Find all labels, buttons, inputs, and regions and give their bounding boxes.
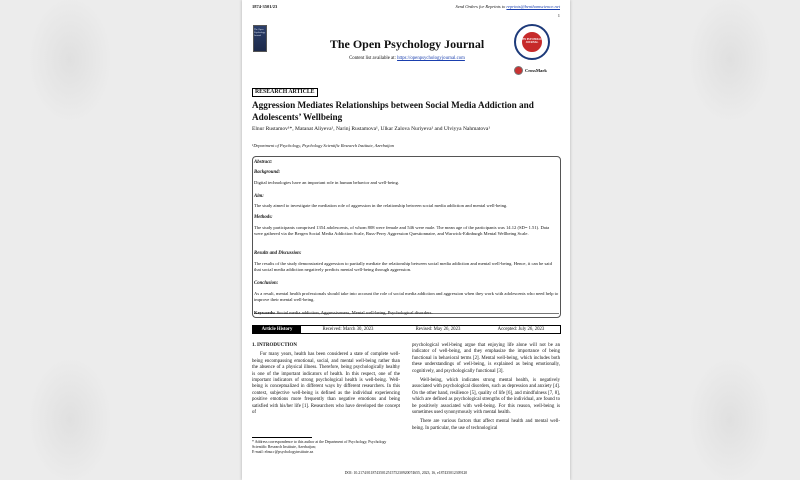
journal-title: The Open Psychology Journal [329,37,485,51]
revised-date: Revised: May 26, 2023 [415,327,461,332]
results-heading: Results and Discussion: [254,251,302,256]
methods-text: The study participants comprised 1354 adolescents, of whom 808 were female and 546 were male. The mean age of the participants was 14.12 (SD= 1.51). Data were gathered via the Bergen Social Media Addiction Scale, Buss-Perry Aggression Questionnaire, and Warwick-Edinburgh Mental Wellbeing Scale. [254,225,550,236]
correspondence-footnote [252,440,400,454]
right-paragraph-3: There are various factors that affect mental health and mental well-being. In particular, the use of technological [412,419,560,431]
abstract-heading: Abstract: [254,160,273,165]
author-list: Elnur Rustamov¹*, Matanat Aliyeva¹, Narinj Rustamova¹, Ulkar Zalova Nuriyeva¹ and Ulviyya Nahmatova¹ [252,126,490,132]
journal-logo-text: OPEN PSYCHOLOGY JOURNAL [518,38,546,44]
article-history-label: Article History [253,326,301,334]
conclusion-heading: Conclusion: [254,281,279,286]
left-column [252,343,400,416]
intro-heading: 1. INTRODUCTION [252,343,298,348]
issn-header: 1874-3501/23 [252,4,278,9]
right-paragraph-1: psychological well-being argue that enjoying life alone will not be an indicator of well-being, and they emphasize the importance of being functional in behavioral terms [2]. Mental well-being, which includes both these understandings of well-being, is explained as being emotionally, cognitively, and psychologically functional [3]. [412,343,560,374]
intro-paragraph: For many years, health has been considered a state of complete well-being encompassing emotional, social, and mental well-being rather than the absence of a physical illness. Therefore, being psychologically healthy is one of the important indicators of health. In this respect, one of the important indicators of strong psychological health is well-being. Well-being is conceptualized in different ways by different researchers. In this context, subjective well-being is defined as the individual experiencing positive emotions more frequently than negative emotions and being satisfied with his/her life [1]. Researchers who have developed the concept of [252,352,400,416]
content-list-prefix: Content list available at: [349,56,396,61]
keywords-line [254,310,559,316]
article-history-bar [252,325,561,334]
journal-logo [514,24,550,60]
page-number: 1 [557,13,560,18]
aim-text: The study aimed to investigate the mediation role of aggression in the relationship between social media addiction and mental well-being. [254,203,508,208]
footnote-email: E-mail: elnur.r@psychologyinstitute.az [252,449,314,454]
conclusion-text: As a result, mental health professionals should take into account the role of social media addiction and aggression when they work with adolescents who need help to improve their mental well-being. [254,291,559,302]
doi-footer: DOI: 10.2174/0118743501251575230920074655, 2023, 16, e187435012309120 [344,471,468,475]
reprints-header [455,4,560,9]
article-type-badge: RESEARCH ARTICLE [252,88,318,97]
background-heading: Background: [254,170,281,175]
author-affiliation: ¹Department of Psychology, Psychology Scientific Research Institute, Azerbaijan [252,143,394,148]
accepted-date: Accepted: July 26, 2023 [497,327,545,332]
methods-heading: Methods: [254,215,273,220]
footnote-text: * Address correspondence to this author at the Department of Psychology, Psychology Scientific Research Institute, Azerbaijan; [252,440,387,449]
keywords-text: Social media addiction, Aggressiveness, Mental well-being, Psychological disorders. [276,310,433,315]
journal-url-link[interactable]: https://openpsychologyjournal.com [397,56,465,61]
background-text: Digital technologies have an important role in human behavior and well-being. [254,180,400,185]
right-paragraph-2: Well-being, which indicates strong mental health, is negatively associated with psychological disorders, such as depression and anxiety [4]. On the other hand, resilience [5], quality of life [6], and mindfulness [7, 8], which are defined as psychological strengths of the individual, are found to be positively associated with well-being. For this reason, well-being is sometimes used synonymously with mental health. [412,378,560,416]
paper-page [242,0,570,480]
results-text: The results of the study demonstrated aggression to partially mediate the relationship between social media addiction and mental well-being. Hence, it can be said that social media addiction negatively predicts mental well-being through aggression. [254,261,552,272]
reprints-email-link[interactable]: reprints@benthamscience.net [506,4,560,9]
content-list-line [282,56,532,61]
reprints-label: Send Orders for Reprints to [455,4,506,9]
crossmark-icon[interactable] [514,66,523,75]
right-column [412,343,560,432]
aim-heading: Aim: [254,194,264,199]
journal-cover-text: The Open Psychology Journal [254,28,266,37]
received-date: Received: March 30, 2023 [322,327,374,332]
crossmark-label[interactable]: CrossMark [525,68,547,73]
keywords-label: Keywords: [254,310,276,315]
article-title: Aggression Mediates Relationships between Social Media Addiction and Adolescents’ Wellbeing [252,100,534,122]
footnote-rule [252,437,312,438]
